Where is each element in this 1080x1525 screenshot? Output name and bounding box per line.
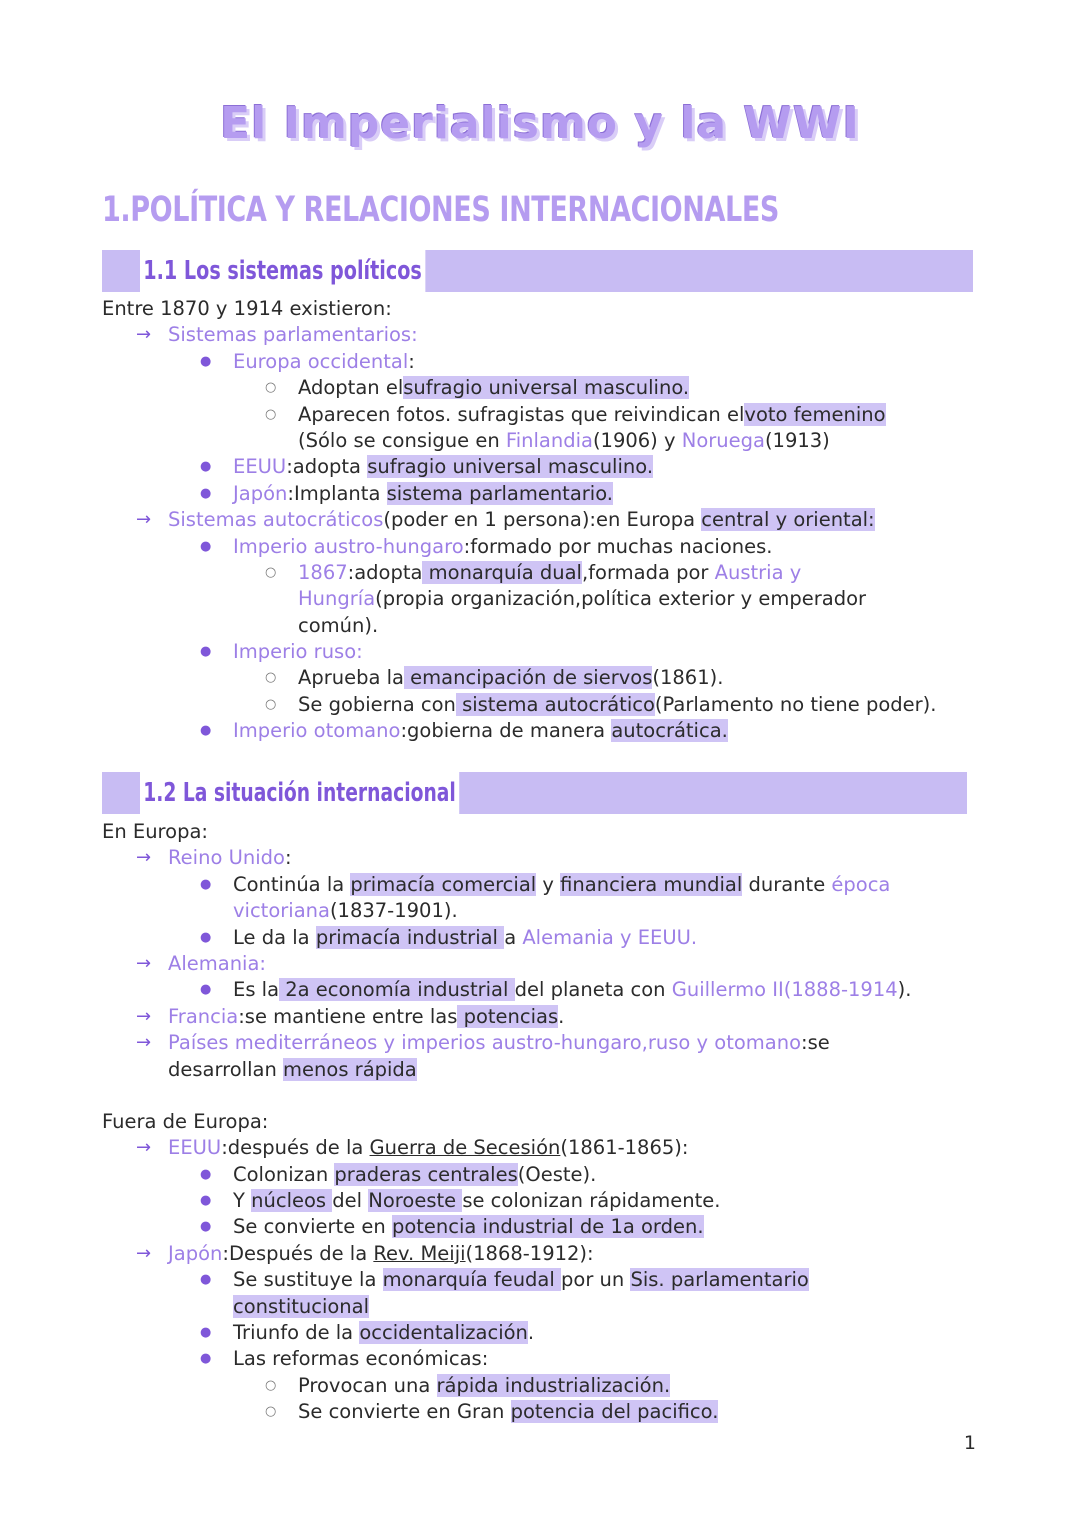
list-item: ● Es la 2a economía industrial del planeta con Guillermo II(1888-1914). bbox=[102, 977, 1002, 1003]
list-item: ● Europa occidental: bbox=[102, 349, 1002, 375]
list-item: → Japón:Después de la Rev. Meiji(1868-1912): bbox=[102, 1241, 1002, 1267]
circle-bullet-icon: ○ bbox=[265, 380, 277, 396]
bullet-icon: ● bbox=[200, 929, 212, 945]
circle-bullet-icon: ○ bbox=[265, 1377, 277, 1393]
arrow-icon: → bbox=[136, 1032, 152, 1054]
arrow-icon: → bbox=[136, 1242, 152, 1264]
circle-bullet-icon: ○ bbox=[265, 406, 277, 422]
list-item: ● Japón:Implanta sistema parlamentario. bbox=[102, 481, 1002, 507]
text-line: Entre 1870 y 1914 existieron: bbox=[102, 297, 392, 320]
page-number: 1 bbox=[963, 1432, 976, 1454]
circle-bullet-icon: ○ bbox=[265, 564, 277, 580]
bullet-icon: ● bbox=[200, 538, 212, 554]
bullet-icon: ● bbox=[200, 459, 212, 475]
bullet-icon: ● bbox=[200, 1166, 212, 1182]
list-item: ○ Aprueba la emancipación de siervos(1861). bbox=[102, 665, 1002, 691]
subsection-title: 1.2 La situación internacional bbox=[140, 772, 459, 814]
bullet-icon: ● bbox=[200, 485, 212, 501]
text-line: Fuera de Europa: bbox=[102, 1109, 269, 1133]
list-item: → Reino Unido: bbox=[102, 845, 1002, 871]
circle-bullet-icon: ○ bbox=[265, 696, 277, 712]
bullet-icon: ● bbox=[200, 1272, 212, 1288]
page-title: El Imperialismo y la WWI bbox=[220, 98, 860, 149]
section-1-1-content bbox=[102, 296, 1002, 745]
list-item: ○ Provocan una rápida industrialización. bbox=[102, 1373, 1002, 1399]
list-item: ○ Adoptan elsufragio universal masculino. bbox=[102, 375, 1002, 401]
circle-bullet-icon: ○ bbox=[265, 670, 277, 686]
section-1-2-content bbox=[102, 819, 1002, 1426]
arrow-icon: → bbox=[136, 509, 152, 531]
list-item: → Sistemas parlamentarios: bbox=[102, 322, 1002, 348]
list-item: → EEUU:después de la Guerra de Secesión(1861-1865): bbox=[102, 1135, 1002, 1161]
list-item: → Francia:se mantiene entre las potencias. bbox=[102, 1004, 1002, 1030]
list-item: ○ Se convierte en Gran potencia del pacifico. bbox=[102, 1399, 1002, 1425]
bullet-icon: ● bbox=[200, 644, 212, 660]
bullet-icon: ● bbox=[200, 1325, 212, 1341]
bullet-icon: ● bbox=[200, 1351, 212, 1367]
list-item: → Sistemas autocráticos(poder en 1 persona):en Europa central y oriental: bbox=[102, 507, 1002, 533]
list-item: ● Las reformas económicas: bbox=[102, 1346, 1002, 1372]
text-line: constitucional bbox=[233, 1294, 370, 1318]
arrow-icon: → bbox=[136, 1137, 152, 1159]
list-item: ● Colonizan praderas centrales(Oeste). bbox=[102, 1162, 1002, 1188]
arrow-icon: → bbox=[136, 1005, 152, 1027]
text-line: común). bbox=[298, 613, 379, 637]
bullet-icon: ● bbox=[200, 723, 212, 739]
bullet-icon: ● bbox=[200, 1219, 212, 1235]
text-line: victoriana(1837-1901). bbox=[233, 899, 458, 923]
arrow-icon: → bbox=[136, 324, 152, 346]
circle-bullet-icon: ○ bbox=[265, 1404, 277, 1420]
text-line: En Europa: bbox=[102, 820, 208, 843]
bullet-icon: ● bbox=[200, 876, 212, 892]
list-item: ○ 1867:adopta monarquía dual,formada por Austria y bbox=[102, 560, 1002, 586]
list-item: ○ Se gobierna con sistema autocrático(Parlamento no tiene poder). bbox=[102, 692, 1002, 718]
list-item: ● EEUU:adopta sufragio universal masculino. bbox=[102, 454, 1002, 480]
list-item: → Países mediterráneos y imperios austro-hungaro,ruso y otomano:se bbox=[102, 1030, 1002, 1056]
text-line: desarrollan menos rápida bbox=[168, 1057, 417, 1081]
bullet-icon: ● bbox=[200, 982, 212, 998]
bullet-icon: ● bbox=[200, 1193, 212, 1209]
subsection-bar-2 bbox=[102, 772, 967, 814]
list-item: → Alemania: bbox=[102, 951, 1002, 977]
list-item: ● Imperio ruso: bbox=[102, 639, 1002, 665]
arrow-icon: → bbox=[136, 952, 152, 974]
list-item: ● Continúa la primacía comercial y financiera mundial durante época bbox=[102, 872, 1002, 898]
bullet-icon: ● bbox=[200, 353, 212, 369]
text-line: (Sólo se consigue en Finlandia(1906) y Noruega(1913) bbox=[298, 428, 830, 452]
list-item: ○ Aparecen fotos. sufragistas que reivindican elvoto femenino bbox=[102, 402, 1002, 428]
text-line: Hungría(propia organización,política exterior y emperador bbox=[298, 587, 867, 611]
arrow-icon: → bbox=[136, 847, 152, 869]
list-item: ● Imperio otomano:gobierna de manera autocrática. bbox=[102, 718, 1002, 744]
list-item: ● Le da la primacía industrial a Alemania y EEUU. bbox=[102, 925, 1002, 951]
list-item: ● Se convierte en potencia industrial de 1a orden. bbox=[102, 1214, 1002, 1240]
section-heading: 1.POLÍTICA Y RELACIONES INTERNACIONALES bbox=[102, 190, 780, 230]
list-item: ● Se sustituye la monarquía feudal por un Sis. parlamentario bbox=[102, 1267, 1002, 1293]
subsection-bar-1 bbox=[102, 250, 973, 292]
list-item: ● Y núcleos del Noroeste se colonizan rápidamente. bbox=[102, 1188, 1002, 1214]
subsection-title: 1.1 Los sistemas políticos bbox=[140, 250, 425, 292]
list-item: ● Triunfo de la occidentalización. bbox=[102, 1320, 1002, 1346]
list-item: ● Imperio austro-hungaro:formado por muchas naciones. bbox=[102, 534, 1002, 560]
